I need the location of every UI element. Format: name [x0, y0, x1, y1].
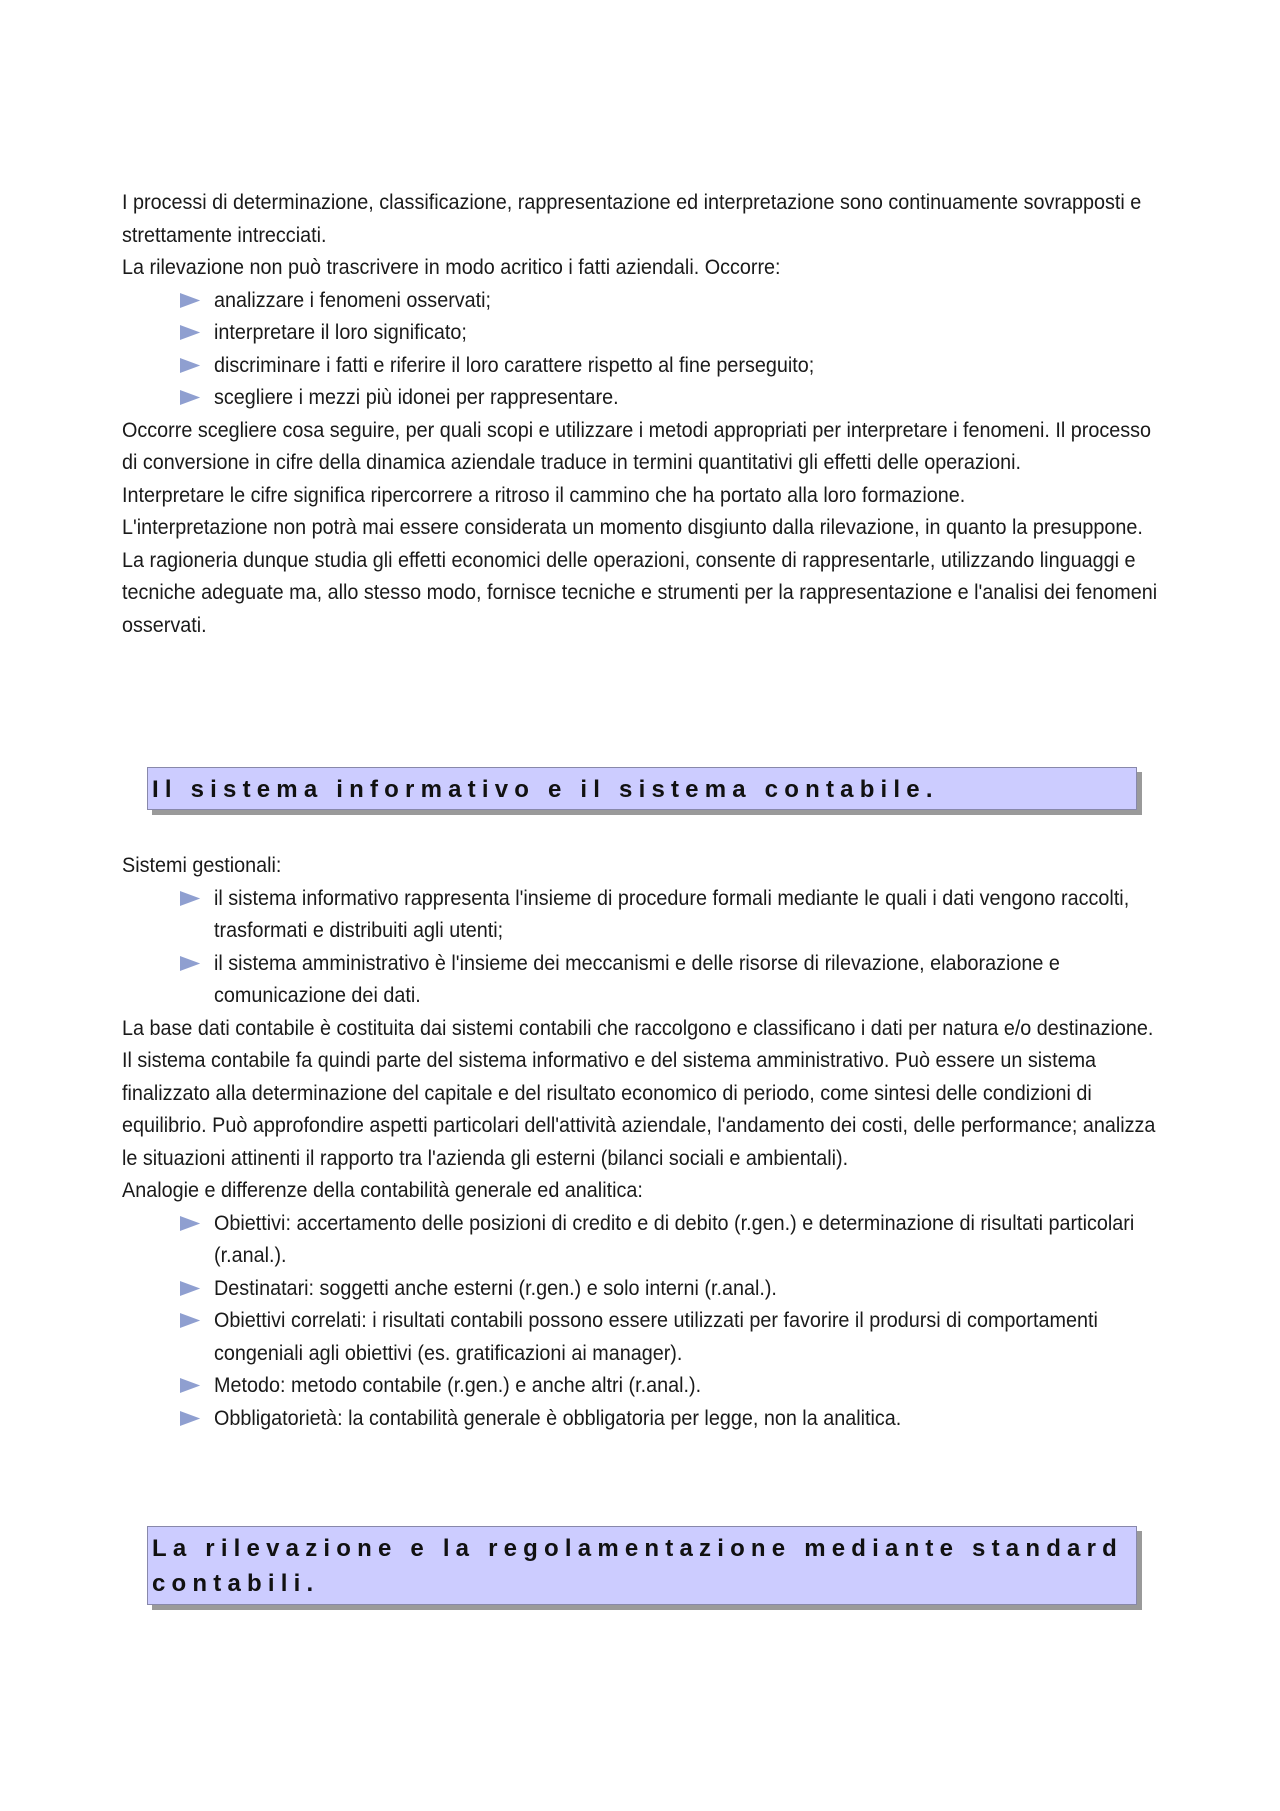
- list-item: il sistema amministrativo è l'insieme dei meccanismi e delle risorse di rilevazione, elaborazione e comunicazione dei dati.: [214, 947, 1162, 1012]
- section-heading-rilevazione-standard: La rilevazione e la regolamentazione mediante standard contabili.: [147, 1526, 1137, 1605]
- list-item: Obbligatorietà: la contabilità generale è obbligatoria per legge, non la analitica.: [214, 1402, 1162, 1435]
- list-item: scegliere i mezzi più idonei per rappresentare.: [214, 381, 1162, 414]
- list-item: Obiettivi: accertamento delle posizioni di credito e di debito (r.gen.) e determinazione di risultati particolari (r.anal.).: [214, 1207, 1162, 1272]
- arrow-bullet-icon: [180, 390, 200, 405]
- arrow-bullet-icon: [180, 325, 200, 340]
- intro-paragraph-6: La ragioneria dunque studia gli effetti economici delle operazioni, consente di rappresentarle, utilizzando linguaggi e tecniche adeguate ma, allo stesso modo, fornisce tecniche e strumenti per la rappresentazione e l'analisi dei fenomeni osservati.: [122, 547, 1158, 637]
- intro-section: [122, 186, 1162, 641]
- sistema-informativo-section: [122, 849, 1162, 1434]
- section2-paragraph-3: Il sistema contabile fa quindi parte del sistema informativo e del sistema amministrativo. Può essere un sistema finalizzato alla determinazione del capitale e del risultato economico di periodo, come sintesi delle condizioni di equilibrio. Può approfondire aspetti particolari dell'attività aziendale, l'andamento dei costi, delle performance; analizza le situazioni attinenti il rapporto tra l'azienda gli esterni (bilanci sociali e ambientali).: [122, 1048, 1156, 1170]
- arrow-bullet-icon: [180, 956, 200, 971]
- analogie-differenze-list: [122, 1207, 1162, 1435]
- intro-paragraph-3: Occorre scegliere cosa seguire, per quali scopi e utilizzare i metodi appropriati per interpretare i fenomeni. Il processo di conversione in cifre della dinamica aziendale traduce in termini quantitativi gli effetti delle operazioni.: [122, 417, 1152, 474]
- list-item: Obiettivi correlati: i risultati contabili possono essere utilizzati per favorire il prodursi di comportamenti congeniali agli obiettivi (es. gratificazioni ai manager).: [214, 1304, 1162, 1369]
- arrow-bullet-icon: [180, 293, 200, 308]
- intro-bullet-list: [122, 284, 1162, 414]
- arrow-bullet-icon: [180, 891, 200, 906]
- arrow-bullet-icon: [180, 358, 200, 373]
- intro-paragraph-1: I processi di determinazione, classificazione, rappresentazione ed interpretazione sono continuamente sovrapposti e strettamente intrecciati.: [122, 190, 1142, 247]
- list-item: il sistema informativo rappresenta l'insieme di procedure formali mediante le quali i dati vengono raccolti, trasformati e distribuiti agli utenti;: [214, 882, 1162, 947]
- list-item: analizzare i fenomeni osservati;: [214, 284, 1162, 317]
- arrow-bullet-icon: [180, 1378, 200, 1393]
- section2-paragraph-1: Sistemi gestionali:: [122, 853, 282, 877]
- list-item: Metodo: metodo contabile (r.gen.) e anche altri (r.anal.).: [214, 1369, 1162, 1402]
- arrow-bullet-icon: [180, 1313, 200, 1328]
- intro-paragraph-5: L'interpretazione non potrà mai essere considerata un momento disgiunto dalla rilevazione, in quanto la presuppone.: [122, 515, 1143, 539]
- section2-paragraph-2: La base dati contabile è costituita dai sistemi contabili che raccolgono e classificano i dati per natura e/o destinazione.: [122, 1015, 1154, 1040]
- arrow-bullet-icon: [180, 1216, 200, 1231]
- list-item: Destinatari: soggetti anche esterni (r.gen.) e solo interni (r.anal.).: [214, 1272, 1162, 1305]
- section-heading-sistema-informativo: Il sistema informativo e il sistema contabile.: [147, 767, 1137, 810]
- intro-paragraph-2: La rilevazione non può trascrivere in modo acritico i fatti aziendali. Occorre:: [122, 255, 781, 279]
- arrow-bullet-icon: [180, 1411, 200, 1426]
- sistemi-gestionali-list: [122, 882, 1162, 1012]
- arrow-bullet-icon: [180, 1281, 200, 1296]
- list-item: interpretare il loro significato;: [214, 316, 1162, 349]
- section2-paragraph-4: Analogie e differenze della contabilità generale ed analitica:: [122, 1178, 643, 1202]
- list-item: discriminare i fatti e riferire il loro carattere rispetto al fine perseguito;: [214, 349, 1162, 382]
- intro-paragraph-4: Interpretare le cifre significa ripercorrere a ritroso il cammino che ha portato alla loro formazione.: [122, 482, 966, 507]
